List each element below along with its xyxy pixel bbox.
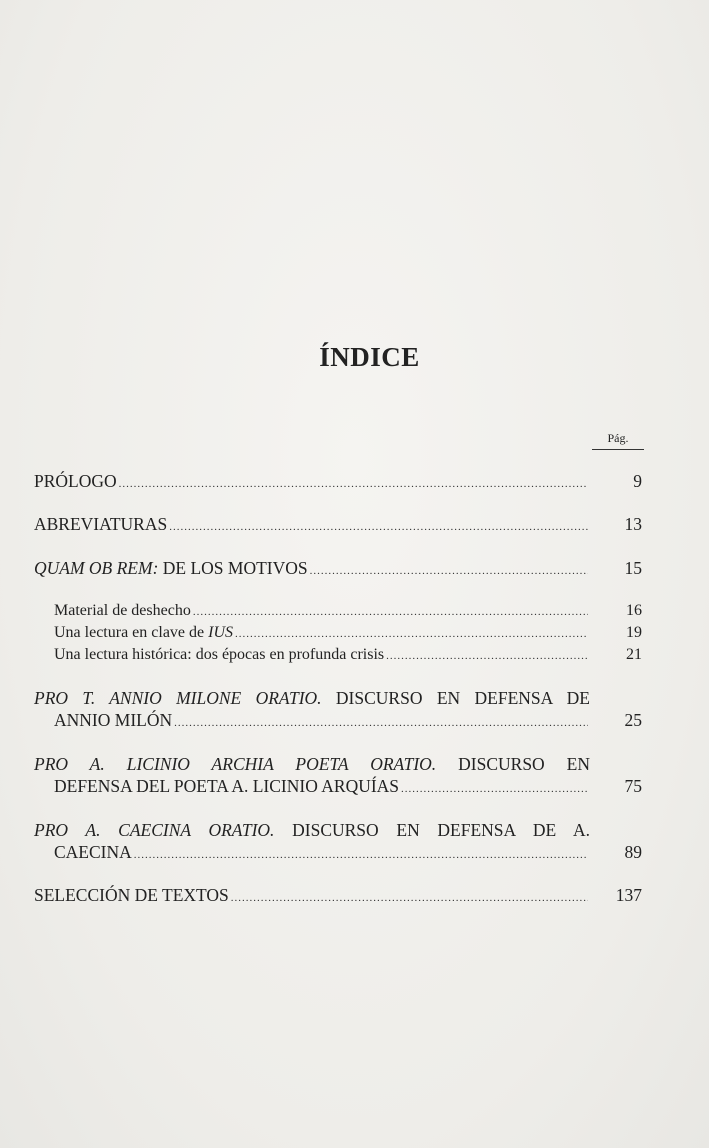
dot-leader [310,560,588,582]
toc-subentry-lectura-ius [54,622,644,645]
toc-entry-archia [34,753,644,800]
dot-leader [231,887,588,909]
latin-title: PRO T. ANNIO MILONE ORATIO. [34,688,322,708]
latin-word: IUS [208,624,234,641]
dot-leader [401,778,588,800]
dot-leader [174,712,588,734]
dot-leader [119,473,588,495]
toc-subentry-material [54,600,644,623]
subentry-text: Una lectura en clave de [54,624,209,641]
toc-page-number: 9 [633,471,642,491]
toc-entry-label: Material de deshecho [54,602,191,619]
toc-entry-abreviaturas [34,513,644,538]
spanish-title: DISCURSO EN DEFENSA DE [321,688,590,708]
toc-entry-prologo [34,470,644,495]
toc-entry-label: SELECCIÓN DE TEXTOS [34,885,229,905]
latin-title: PRO A. LICINIO ARCHIA POETA ORATIO. [34,754,437,774]
spanish-title: DISCURSO EN DEFENSA DE A. [274,820,590,840]
toc-page-number: 137 [615,885,642,905]
latin-title: PRO A. CAECINA ORATIO. [34,820,275,840]
page-column-label: Pág. [592,431,644,450]
toc-entry-label: PRÓLOGO [34,471,117,491]
page-title: ÍNDICE [319,342,420,372]
spanish-title: DISCURSO EN [436,754,590,774]
toc-entry-line2: CAECINA [54,842,132,862]
toc-page-number: 75 [624,776,642,796]
toc-page-number: 89 [624,842,642,862]
dot-leader [169,516,588,538]
toc-entry-label: Una lectura histórica: dos épocas en profunda crisis [54,646,385,663]
toc-entry-caecina [34,819,644,866]
toc-entry-label [34,557,308,579]
latin-title: QUAM OB REM: [34,558,159,578]
toc-page-number: 13 [624,514,642,534]
toc-page-number: 19 [626,624,642,641]
toc-entry-label: ABREVIATURAS [34,514,168,534]
toc-page-number: 15 [624,558,642,578]
toc-page-number: 25 [624,710,642,730]
toc-entry-label [54,622,233,644]
toc-subentry-lectura-historica [54,644,644,667]
toc-entry-seleccion [34,884,644,909]
dot-leader [193,601,588,623]
toc-entry-milone [34,687,644,734]
toc-entry-quam-ob-rem [34,557,644,582]
toc-entry-line2: ANNIO MILÓN [54,710,173,730]
spanish-title: DE LOS MOTIVOS [158,558,308,578]
toc-entry-line1 [34,753,590,775]
toc-entry-line1 [34,687,590,709]
dot-leader [134,844,588,866]
toc-page-number: 21 [626,646,642,663]
toc-entry-line2: DEFENSA DEL POETA A. LICINIO ARQUÍAS [54,776,400,796]
toc-entry-line1 [34,819,590,841]
dot-leader [386,645,588,667]
dot-leader [235,623,588,645]
toc-page-number: 16 [626,602,642,619]
